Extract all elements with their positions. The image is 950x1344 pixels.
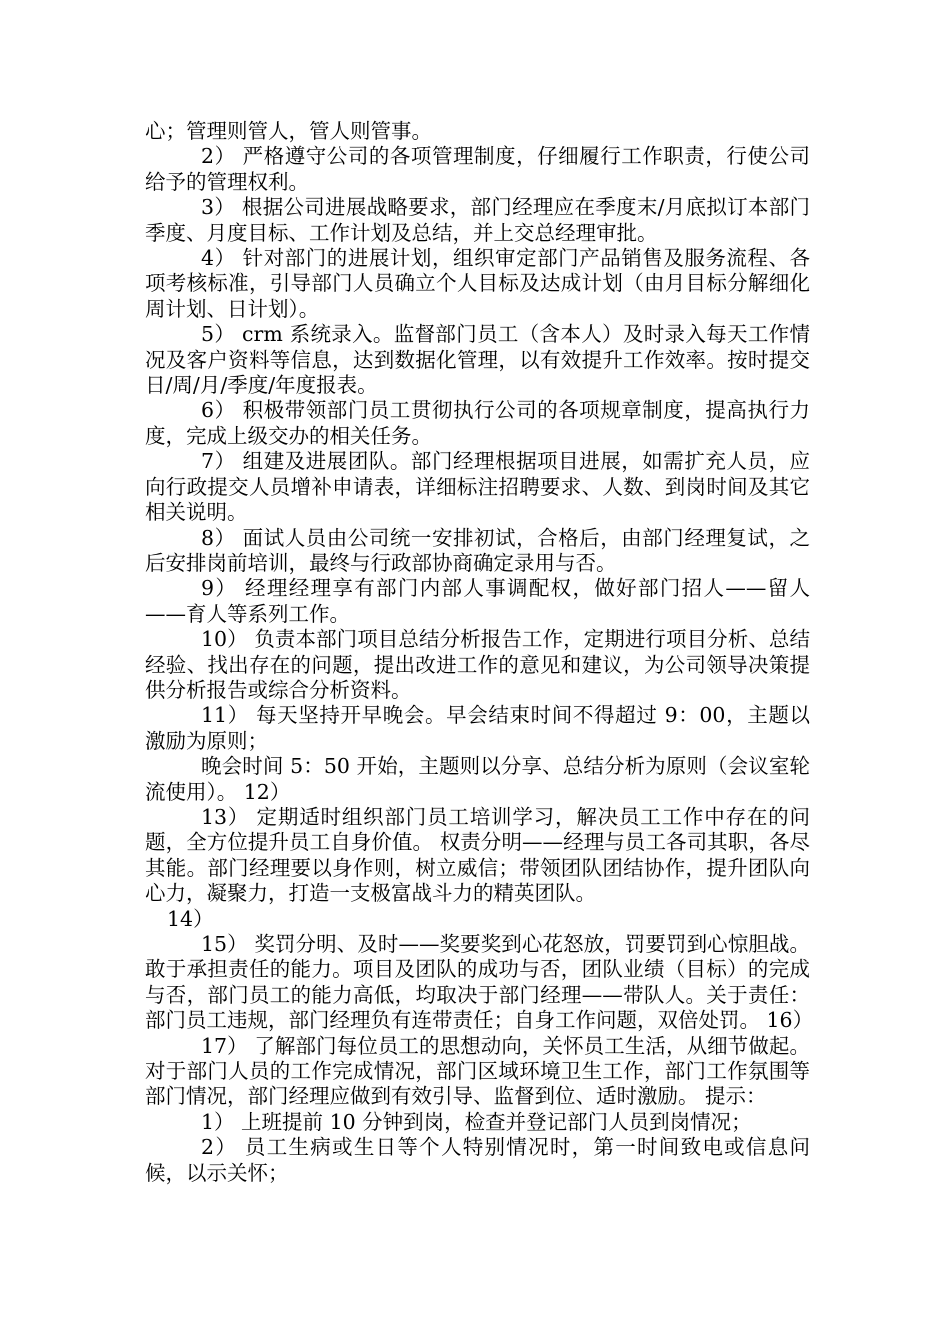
paragraph-item-2: 2） 严格遵守公司的各项管理制度，仔细履行工作职责，行使公司给予的管理权利。 <box>145 144 810 194</box>
document-page <box>145 119 814 1186</box>
paragraph-continuation: 心；管理则管人，管人则管事。 <box>145 119 432 143</box>
paragraph-item-5: 5） crm 系统录入。监督部门员工（含本人）及时录入每天工作情况及客户资料等信息，达到数据化管理，以有效提升工作效率。按时提交日/周/月/季度/年度报表。 <box>145 322 810 398</box>
paragraph-tip-1: 1） 上班提前 10 分钟到岗，检查并登记部门人员到岗情况； <box>201 1109 752 1134</box>
paragraph-item-9: 9） 经理经理享有部门内部人事调配权，做好部门招人——留人——育人等系列工作。 <box>145 576 810 626</box>
paragraph-item-6: 6） 积极带领部门员工贯彻执行公司的各项规章制度，提高执行力度，完成上级交办的相关任务。 <box>145 398 810 448</box>
paragraph-item-11: 11） 每天坚持开早晚会。早会结束时间不得超过 9：00，主题以激励为原则； <box>145 703 810 753</box>
paragraph-item-7: 7） 组建及进展团队。部门经理根据项目进展，如需扩充人员，应向行政提交人员增补申请表，详细标注招聘要求、人数、到岗时间及其它相关说明。 <box>145 449 810 525</box>
paragraph-item-4: 4） 针对部门的进展计划，组织审定部门产品销售及服务流程、各项考核标准，引导部门人员确立个人目标及达成计划（由月目标分解细化周计划、日计划）。 <box>145 246 810 321</box>
paragraph-tip-2: 2） 员工生病或生日等个人特别情况时，第一时间致电或信息问候，以示关怀； <box>145 1135 810 1185</box>
paragraph-item-14: 14） <box>167 906 214 931</box>
paragraph-evening-meeting: 晚会时间 5：50 开始，主题则以分享、总结分析为原则（会议室轮流使用）。 12） <box>145 754 810 804</box>
paragraph-item-8: 8） 面试人员由公司统一安排初试，合格后，由部门经理复试，之后安排岗前培训，最终与行政部协商确定录用与否。 <box>145 525 810 575</box>
paragraph-item-15: 15） 奖罚分明、及时——奖要奖到心花怒放，罚要罚到心惊胆战。 敢于承担责任的能力。项目及团队的成功与否，团队业绩（目标）的完成与否，部门员工的能力高低，均取决于部门经理——带队人。关于责任：部门员工违规，部门经理负有连带责任；自身工作问题，双倍处罚。 16） <box>145 932 814 1033</box>
paragraph-item-10: 10） 负责本部门项目总结分析报告工作，定期进行项目分析、总结经验、找出存在的问题，提出改进工作的意见和建议，为公司领导决策提供分析报告或综合分析资料。 <box>145 627 810 702</box>
paragraph-item-13: 13） 定期适时组织部门员工培训学习，解决员工工作中存在的问题，全方位提升员工自身价值。 权责分明——经理与员工各司其职，各尽其能。部门经理要以身作则，树立威信；带领团队团结协作，提升团队向心力，凝聚力，打造一支极富战斗力的精英团队。 <box>145 804 810 906</box>
paragraph-item-17: 17） 了解部门每位员工的思想动向，关怀员工生活，从细节做起。对于部门人员的工作完成情况，部门区域环境卫生工作，部门工作氛围等部门情况，部门经理应做到有效引导、监督到位、适时激励。 提示： <box>145 1033 810 1109</box>
paragraph-item-3: 3） 根据公司进展战略要求，部门经理应在季度末/月底拟订本部门季度、月度目标、工作计划及总结，并上交总经理审批。 <box>145 195 810 245</box>
